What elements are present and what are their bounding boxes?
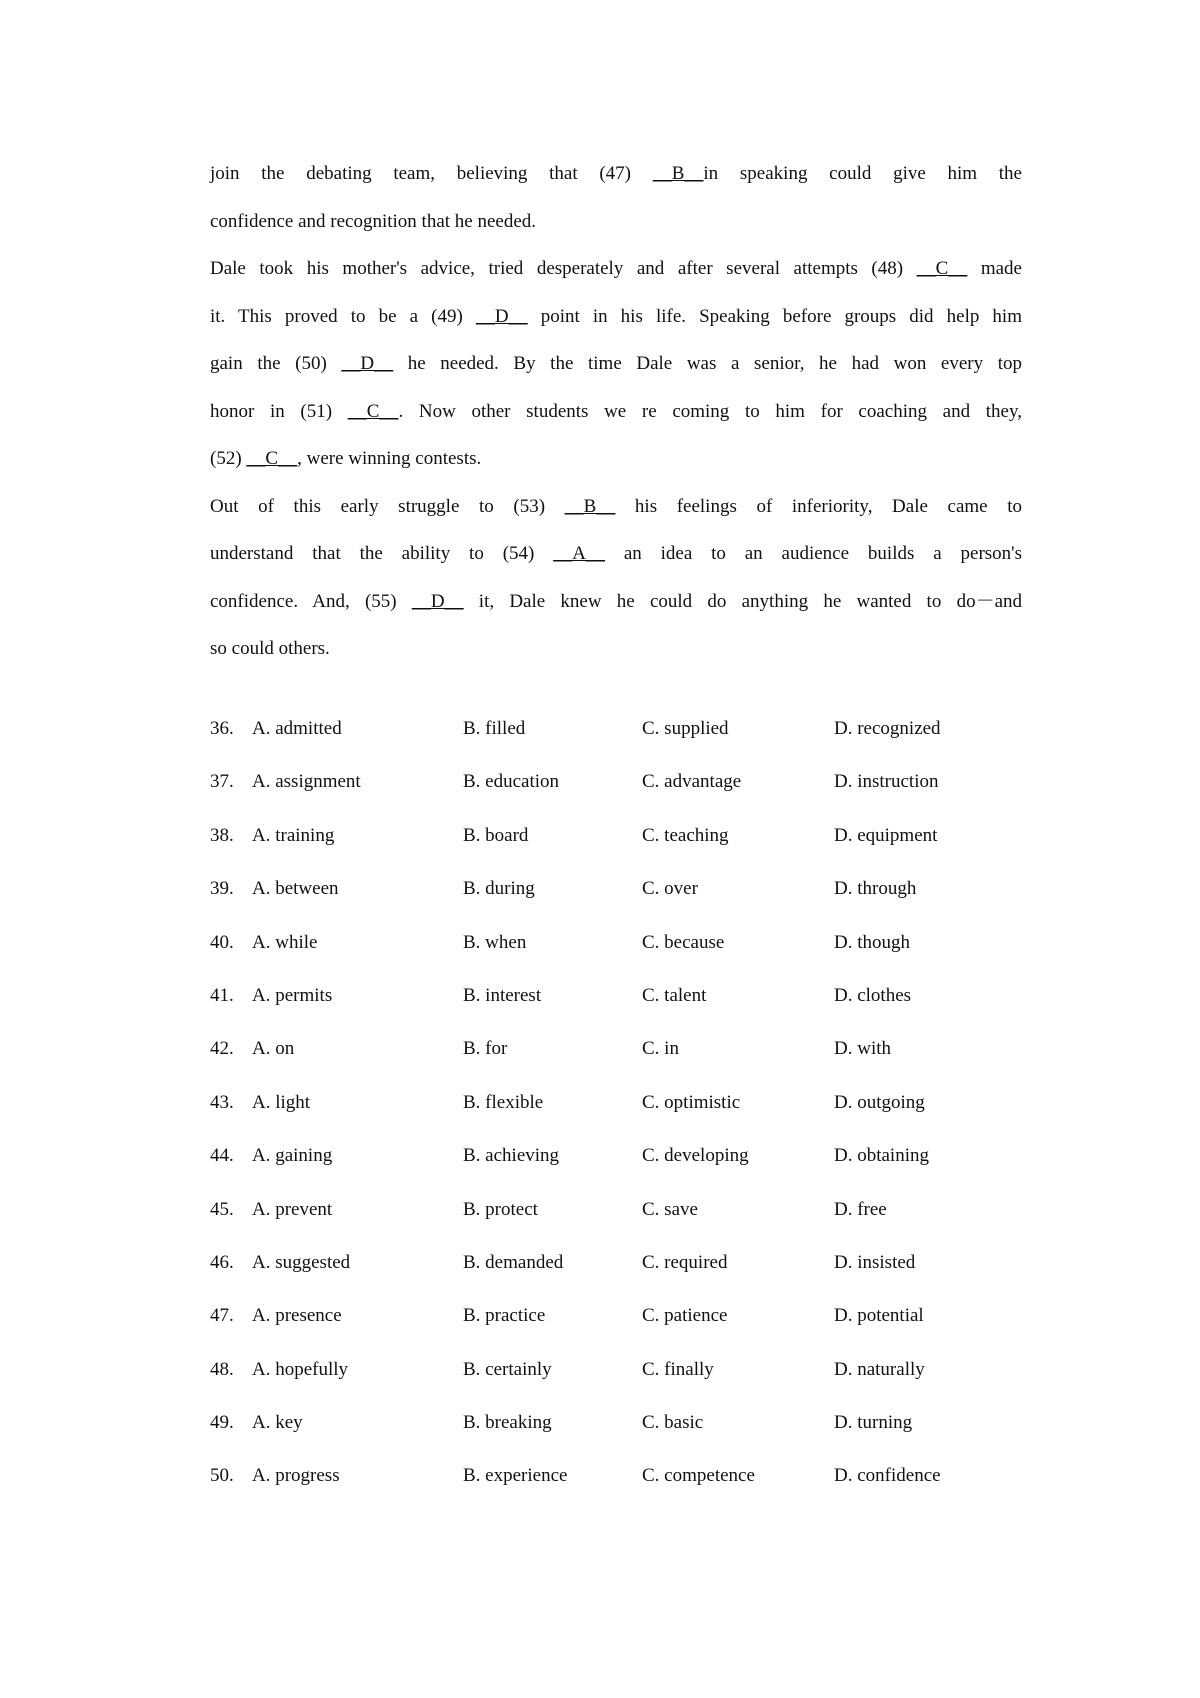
question-number: 45.: [210, 1198, 234, 1220]
option-c: C. patience: [642, 1305, 728, 1327]
option-c: C. over: [642, 878, 698, 900]
text-run: confidence. And, (55): [210, 590, 412, 612]
text-run: Out of this early struggle to (53): [210, 495, 565, 517]
text-run: his feelings of inferiority, Dale came to: [615, 495, 1022, 517]
answer-blank: __C__: [916, 258, 968, 279]
option-row: [210, 932, 1022, 985]
option-b: B. protect: [463, 1198, 538, 1220]
option-c: C. required: [642, 1251, 728, 1273]
answer-blank: __A__: [553, 543, 605, 564]
option-c: C. save: [642, 1198, 698, 1220]
option-d: D. free: [834, 1198, 887, 1220]
text-run: he needed. By the time Dale was a senior, he had won every top: [393, 353, 1023, 374]
option-b: B. breaking: [463, 1412, 552, 1434]
option-b: B. flexible: [463, 1091, 544, 1113]
option-d: D. though: [834, 931, 910, 953]
option-a: A. progress: [252, 1465, 340, 1487]
option-c: C. advantage: [642, 771, 742, 793]
option-b: B. filled: [463, 718, 526, 739]
question-number: 39.: [210, 878, 234, 900]
text-run: point in his life. Speaking before groups did help him: [527, 305, 1022, 327]
passage-line: [210, 198, 1022, 246]
text-run: gain the (50): [210, 353, 342, 374]
option-a: A. suggested: [252, 1251, 351, 1273]
question-number: 43.: [210, 1091, 234, 1113]
option-b: B. when: [463, 931, 527, 953]
option-row: [210, 985, 1022, 1038]
option-d: D. outgoing: [834, 1091, 925, 1113]
passage-line: [210, 245, 1022, 293]
option-d: D. instruction: [834, 771, 939, 793]
option-row: [210, 1359, 1022, 1412]
option-a: A. presence: [252, 1305, 342, 1327]
option-c: C. in: [642, 1038, 679, 1060]
option-d: D. with: [834, 1038, 891, 1060]
option-c: C. talent: [642, 984, 707, 1006]
answer-blank: __B__: [564, 495, 616, 517]
option-row: [210, 771, 1022, 824]
option-a: A. on: [252, 1038, 295, 1060]
option-row: [210, 878, 1022, 931]
text-run: it, Dale knew he could do anything he wanted to do－and: [463, 590, 1022, 612]
passage-line: [210, 435, 1022, 483]
option-b: B. experience: [463, 1465, 568, 1487]
option-row: [210, 1038, 1022, 1091]
passage-line: [210, 293, 1022, 341]
option-b: B. education: [463, 771, 560, 793]
option-row: [210, 1092, 1022, 1145]
option-d: D. through: [834, 878, 917, 900]
option-b: B. during: [463, 878, 535, 900]
option-d: D. confidence: [834, 1465, 941, 1487]
text-run: (52): [210, 448, 247, 469]
option-row: [210, 718, 1022, 771]
text-run: . Now other students we re coming to him for coaching and they,: [398, 400, 1022, 422]
option-a: A. gaining: [252, 1145, 333, 1167]
option-c: C. developing: [642, 1145, 749, 1167]
passage-line: [210, 388, 1022, 436]
option-c: C. competence: [642, 1465, 755, 1487]
option-a: A. permits: [252, 984, 333, 1006]
option-row: [210, 1412, 1022, 1465]
question-number: 47.: [210, 1305, 234, 1327]
text-run: made: [967, 258, 1022, 279]
option-b: B. practice: [463, 1305, 546, 1327]
text-run: join the debating team, believing that (47): [210, 163, 653, 184]
option-c: C. because: [642, 931, 725, 953]
question-number: 44.: [210, 1145, 234, 1167]
option-d: D. insisted: [834, 1251, 916, 1273]
text-run: an idea to an audience builds a person's: [604, 543, 1022, 564]
answer-options-list: [210, 718, 1022, 1519]
option-row: [210, 1145, 1022, 1198]
text-run: , were winning contests.: [297, 448, 482, 469]
option-a: A. training: [252, 824, 335, 846]
question-number: 50.: [210, 1465, 234, 1487]
question-number: 36.: [210, 718, 234, 739]
passage-line: [210, 530, 1022, 578]
passage-line: [210, 340, 1022, 388]
option-a: A. light: [252, 1091, 311, 1113]
text-run: confidence and recognition that he needed.: [210, 210, 537, 232]
option-b: B. for: [463, 1038, 508, 1060]
question-number: 41.: [210, 984, 234, 1006]
passage-text: [210, 150, 1022, 673]
option-b: B. certainly: [463, 1358, 552, 1380]
text-run: Dale took his mother's advice, tried desperately and after several attempts (48): [210, 258, 917, 279]
option-a: A. prevent: [252, 1198, 333, 1220]
option-d: D. turning: [834, 1412, 913, 1434]
option-b: B. demanded: [463, 1251, 564, 1273]
option-d: D. clothes: [834, 984, 912, 1006]
option-b: B. board: [463, 824, 529, 846]
option-b: B. achieving: [463, 1145, 560, 1167]
question-number: 48.: [210, 1358, 234, 1380]
option-row: [210, 1305, 1022, 1358]
option-row: [210, 1465, 1022, 1518]
option-row: [210, 1199, 1022, 1252]
option-d: D. potential: [834, 1305, 924, 1327]
answer-blank: __C__: [347, 400, 399, 422]
passage: [210, 150, 1022, 673]
text-run: so could others.: [210, 638, 330, 659]
option-a: A. between: [252, 878, 339, 900]
option-b: B. interest: [463, 984, 542, 1006]
option-a: A. admitted: [252, 718, 342, 739]
answer-blank: __D__: [411, 590, 464, 612]
option-d: D. obtaining: [834, 1145, 929, 1167]
option-d: D. naturally: [834, 1358, 925, 1380]
option-d: D. recognized: [834, 718, 941, 739]
question-number: 49.: [210, 1412, 234, 1434]
option-a: A. hopefully: [252, 1358, 349, 1380]
passage-line: [210, 578, 1022, 626]
answer-blank: __B__: [652, 163, 704, 184]
text-run: in speaking could give him the: [703, 163, 1022, 184]
question-number: 37.: [210, 771, 234, 793]
option-c: C. optimistic: [642, 1091, 741, 1113]
option-d: D. equipment: [834, 824, 938, 846]
text-run: it. This proved to be a (49): [210, 305, 476, 327]
option-row: [210, 1252, 1022, 1305]
option-c: C. teaching: [642, 824, 729, 846]
answer-blank: __C__: [246, 448, 298, 469]
option-row: [210, 825, 1022, 878]
option-a: A. assignment: [252, 771, 361, 793]
question-number: 46.: [210, 1251, 234, 1273]
passage-line: [210, 483, 1022, 531]
option-a: A. key: [252, 1412, 303, 1434]
option-c: C. finally: [642, 1358, 714, 1380]
question-number: 42.: [210, 1038, 234, 1060]
answer-blank: __D__: [341, 353, 394, 374]
text-run: understand that the ability to (54): [210, 543, 554, 564]
passage-line: [210, 625, 1022, 673]
question-number: 38.: [210, 824, 234, 846]
option-c: C. supplied: [642, 718, 729, 739]
passage-line: [210, 150, 1022, 198]
option-c: C. basic: [642, 1412, 704, 1434]
answer-blank: __D__: [475, 305, 528, 327]
option-a: A. while: [252, 931, 318, 953]
question-number: 40.: [210, 931, 234, 953]
text-run: honor in (51): [210, 400, 348, 422]
